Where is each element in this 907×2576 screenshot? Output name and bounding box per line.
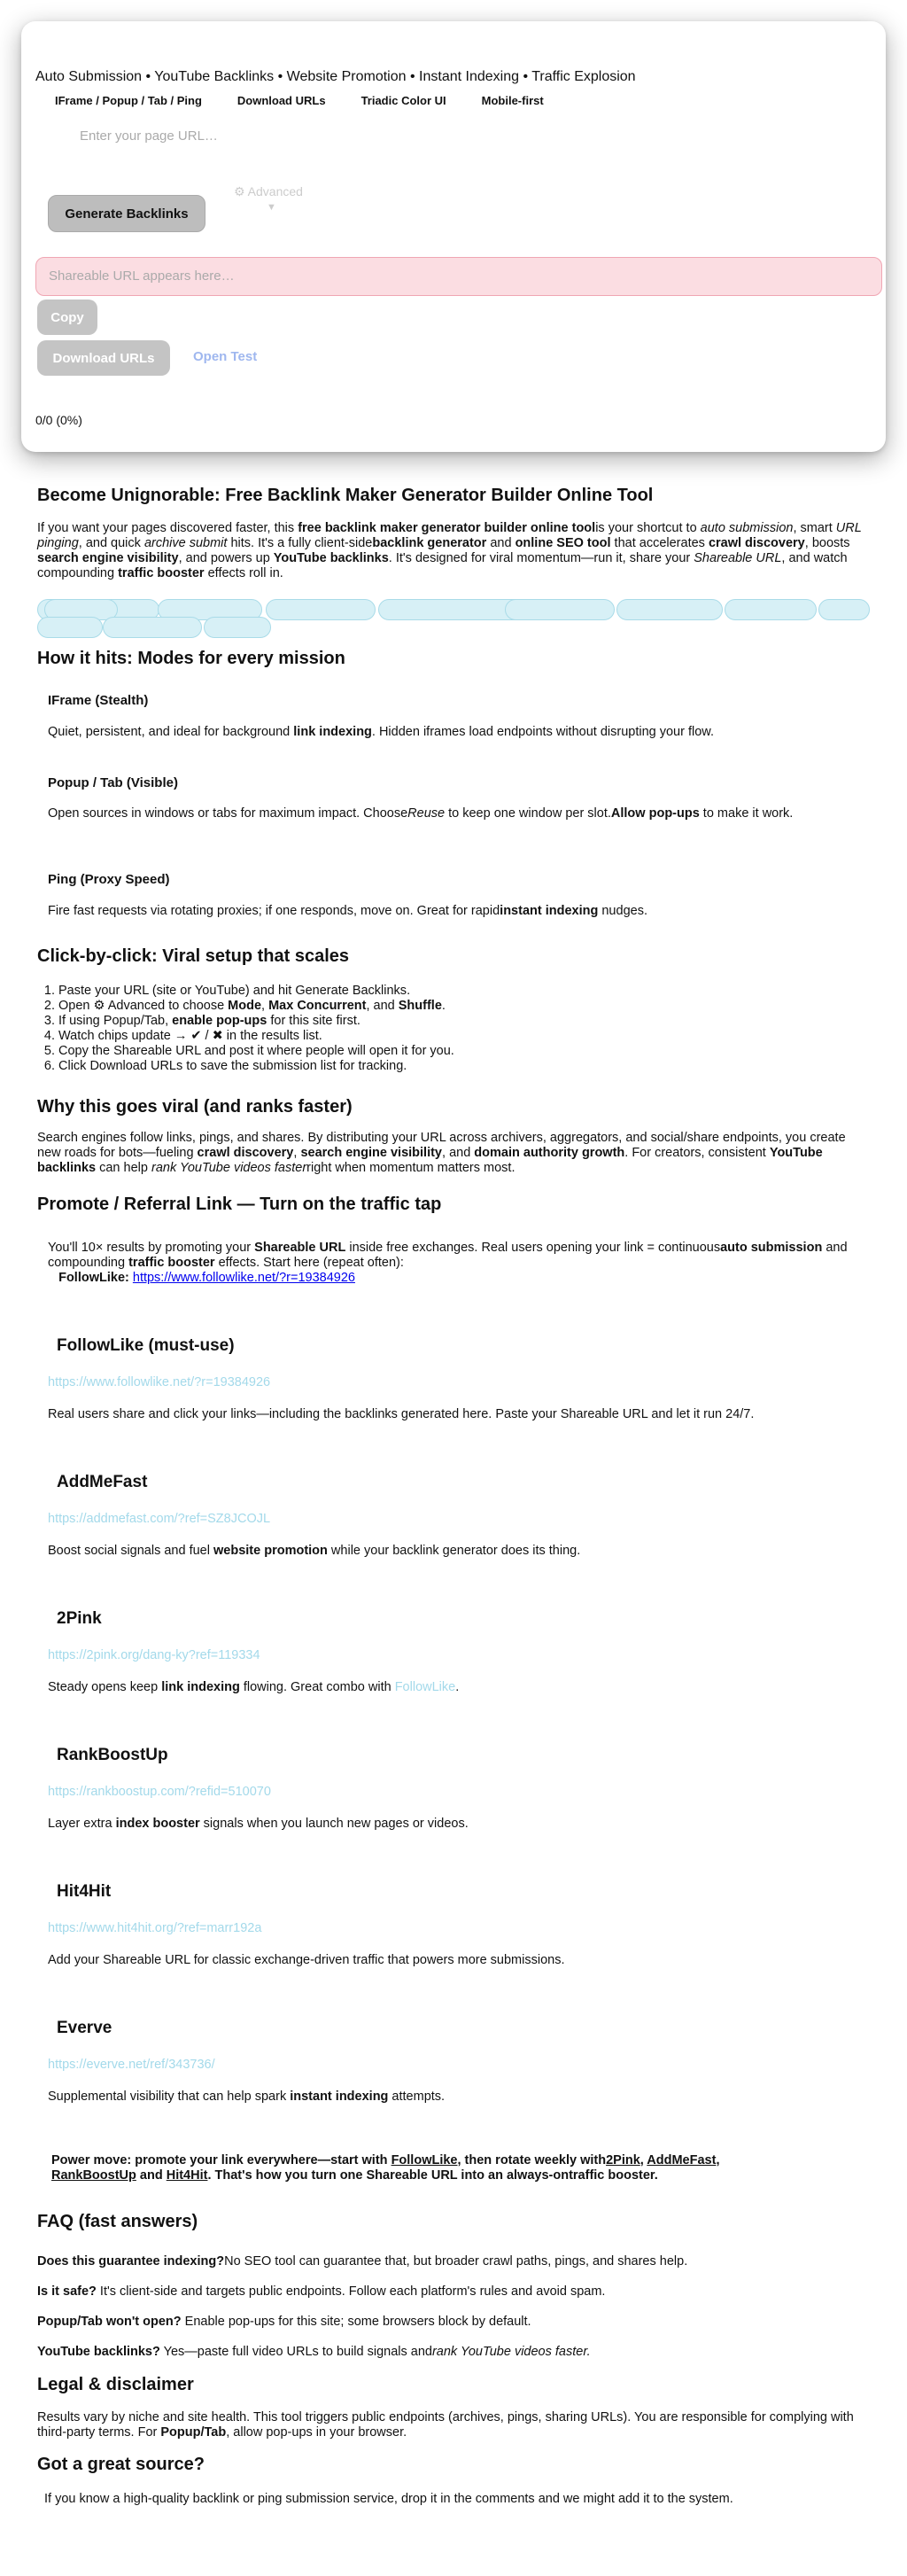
popup-mode-text: Open sources in windows or tabs for maximum impact. ChooseReuse to keep one window per slot.Allow pop-ups to make it work. bbox=[48, 806, 794, 821]
generate-backlinks-button[interactable]: Generate Backlinks bbox=[48, 195, 205, 232]
viral-paragraph: Search engines follow links, pings, and shares. By distributing your URL across archivers, aggregators, and social/share endpoints, you create new roads for bots—fueling crawl discovery, search engine visibility, and domain authority growth. For creators, consistent YouTube backlinks can help rank YouTube videos fasterright when momentum matters most. bbox=[37, 1131, 846, 1175]
followlike-label: FollowLike: bbox=[58, 1271, 129, 1285]
source-heading: Got a great source? bbox=[37, 2455, 205, 2474]
site-desc-followlike: Real users share and click your links—including the backlinks generated here. Paste your Shareable URL and let it run 24/7. bbox=[48, 1407, 755, 1421]
steps-heading: Click-by-click: Viral setup that scales bbox=[37, 946, 350, 966]
site-desc-addmefast: Boost social signals and fuel website promotion while your backlink generator does its thing. bbox=[48, 1544, 581, 1558]
mode-tabs bbox=[55, 94, 579, 107]
power-link-rankboostup[interactable]: RankBoostUp bbox=[51, 2168, 136, 2183]
step-item: 4. Watch chips update → ✔ / ✖ in the results list. bbox=[58, 1029, 873, 1044]
steps-list bbox=[37, 984, 873, 1074]
site-link-followlike[interactable]: https://www.followlike.net/?r=19384926 bbox=[48, 1375, 271, 1389]
site-title-followlike: FollowLike (must-use) bbox=[57, 1336, 235, 1355]
page-url-input[interactable] bbox=[55, 121, 583, 151]
ping-mode-title: Ping (Proxy Speed) bbox=[48, 872, 170, 887]
tab-triadic-color-ui[interactable]: Triadic Color UI bbox=[360, 94, 446, 107]
tab-iframe-popup-tab-ping[interactable]: IFrame / Popup / Tab / Ping bbox=[55, 94, 202, 107]
legal-paragraph: Results vary by niche and site health. This tool triggers public endpoints (archives, pings, sharing URLs). You are responsible for complying with third-party terms. For Popup/Tab, allow pop-ups in your browser. bbox=[37, 2410, 854, 2440]
step-item: 5. Copy the Shareable URL and post it where people will open it for you. bbox=[58, 1044, 873, 1059]
site-link-rankboostup[interactable]: https://rankboostup.com/?refid=510070 bbox=[48, 1785, 271, 1799]
intro-paragraph: If you want your pages discovered faster, this free backlink maker generator builder online toolis your shortcut to auto submission, smart URL pinging, and quick archive submit hits. It's a fully client-sidebacklink generator and online SEO tool that accelerates crawl discovery, boosts search engine visibility, and powers up YouTube backlinks. It's designed for viral momentum—run it, share your Shareable URL, and watch compounding traffic booster effects roll in. bbox=[37, 521, 862, 580]
progress-counter: 0/0 (0%) bbox=[35, 413, 82, 427]
faq-heading: FAQ (fast answers) bbox=[37, 2212, 198, 2231]
faq-item: YouTube backlinks? Yes—paste full video URLs to build signals andrank YouTube videos faster. bbox=[37, 2345, 591, 2359]
faq-item: Is it safe? It's client-side and targets public endpoints. Follow each platform's rules and avoid spam. bbox=[37, 2284, 606, 2299]
site-link-2pink[interactable]: https://2pink.org/dang-ky?ref=119334 bbox=[48, 1648, 260, 1662]
open-test-link[interactable]: Open Test bbox=[193, 349, 258, 364]
site-desc-everve: Supplemental visibility that can help spark instant indexing attempts. bbox=[48, 2090, 446, 2104]
promote-heading: Promote / Referral Link — Turn on the traffic tap bbox=[37, 1195, 442, 1214]
followlike-inline-link[interactable]: FollowLike bbox=[394, 1680, 456, 1694]
result-chip[interactable] bbox=[37, 617, 103, 638]
result-chip[interactable] bbox=[103, 617, 202, 638]
source-paragraph: If you know a high-quality backlink or ping submission service, drop it in the comments and we might add it to the system. bbox=[44, 2492, 733, 2506]
power-link-2pink[interactable]: 2Pink bbox=[606, 2153, 640, 2167]
popup-mode-title: Popup / Tab (Visible) bbox=[48, 775, 178, 790]
result-chip[interactable] bbox=[266, 599, 376, 620]
copy-button[interactable]: Copy bbox=[37, 300, 97, 335]
advanced-toggle[interactable]: ⚙ Advanced bbox=[234, 184, 303, 198]
result-chip[interactable] bbox=[818, 599, 870, 620]
power-link-hit4hit[interactable]: Hit4Hit bbox=[166, 2168, 208, 2183]
step-item: 2. Open ⚙ Advanced to choose Mode, Max Concurrent, and Shuffle. bbox=[58, 999, 873, 1014]
intro-heading: Become Unignorable: Free Backlink Maker Generator Builder Online Tool bbox=[37, 486, 654, 505]
site-title-addmefast: AddMeFast bbox=[57, 1473, 148, 1491]
viral-heading: Why this goes viral (and ranks faster) bbox=[37, 1097, 353, 1117]
result-chip[interactable] bbox=[505, 599, 615, 620]
iframe-mode-title: IFrame (Stealth) bbox=[48, 693, 149, 708]
site-desc-2pink: Steady opens keep link indexing flowing. Great combo with FollowLike. bbox=[48, 1680, 460, 1694]
site-desc-hit4hit: Add your Shareable URL for classic exchange-driven traffic that powers more submissions. bbox=[48, 1953, 565, 1967]
site-desc-rankboostup: Layer extra index booster signals when you launch new pages or videos. bbox=[48, 1817, 469, 1831]
site-link-addmefast[interactable]: https://addmefast.com/?ref=SZ8JCOJL bbox=[48, 1512, 271, 1526]
legal-heading: Legal & disclaimer bbox=[37, 2375, 194, 2394]
site-title-everve: Everve bbox=[57, 2019, 112, 2037]
backlink-tool-card bbox=[21, 21, 886, 452]
step-item: 1. Paste your URL (site or YouTube) and hit Generate Backlinks. bbox=[58, 984, 873, 999]
faq-item: Popup/Tab won't open? Enable pop-ups for this site; some browsers block by default. bbox=[37, 2315, 531, 2329]
step-item: 6. Click Download URLs to save the submission list for tracking. bbox=[58, 1059, 873, 1074]
tab-download-urls[interactable]: Download URLs bbox=[236, 94, 326, 107]
chevron-down-icon[interactable]: ▼ bbox=[267, 202, 276, 213]
site-title-hit4hit: Hit4Hit bbox=[57, 1882, 112, 1901]
iframe-mode-text: Quiet, persistent, and ideal for background link indexing. Hidden iframes load endpoints without disrupting your flow. bbox=[48, 725, 714, 739]
download-urls-button[interactable]: Download URLs bbox=[37, 340, 170, 376]
power-move-callout: Power move: promote your link everywhere—start with FollowLike, then rotate weekly with2Pink, AddMeFast, RankBoostUp and Hit4Hit. That's how you turn one Shareable URL into an always-ontraffic booster. bbox=[51, 2153, 720, 2183]
site-title-rankboostup: RankBoostUp bbox=[57, 1746, 168, 1764]
modes-heading: How it hits: Modes for every mission bbox=[37, 649, 345, 668]
result-chip[interactable] bbox=[616, 599, 723, 620]
site-link-hit4hit[interactable]: https://www.hit4hit.org/?ref=marr192a bbox=[48, 1921, 262, 1935]
followlike-referral-link[interactable]: https://www.followlike.net/?r=19384926 bbox=[132, 1271, 355, 1285]
step-item: 3. If using Popup/Tab, enable pop-ups for this site first. bbox=[58, 1014, 873, 1029]
result-chip[interactable] bbox=[725, 599, 817, 620]
site-title-2pink: 2Pink bbox=[57, 1609, 102, 1628]
promote-paragraph: You'll 10× results by promoting your Shareable URL inside free exchanges. Real users opening your link = continuousauto submission and compounding traffic booster effects. Start here (repeat often): FollowLike: https://www.followlike.net/?r=19384926 bbox=[48, 1241, 848, 1285]
site-link-everve[interactable]: https://everve.net/ref/343736/ bbox=[48, 2058, 215, 2072]
shareable-url-field[interactable]: Shareable URL appears here… bbox=[35, 257, 882, 296]
result-chip[interactable] bbox=[204, 617, 271, 638]
tab-mobile-first[interactable]: Mobile-first bbox=[481, 94, 544, 107]
faq-item: Does this guarantee indexing?No SEO tool can guarantee that, but broader crawl paths, pings, and shares help. bbox=[37, 2254, 688, 2269]
power-link-addmefast[interactable]: AddMeFast bbox=[647, 2153, 717, 2167]
power-link-followlike[interactable]: FollowLike bbox=[391, 2153, 458, 2167]
ping-mode-text: Fire fast requests via rotating proxies; if one responds, move on. Great for rapidinstant indexing nudges. bbox=[48, 904, 647, 918]
tool-tagline: Auto Submission • YouTube Backlinks • Website Promotion • Instant Indexing • Traffic Explosion bbox=[35, 69, 636, 84]
